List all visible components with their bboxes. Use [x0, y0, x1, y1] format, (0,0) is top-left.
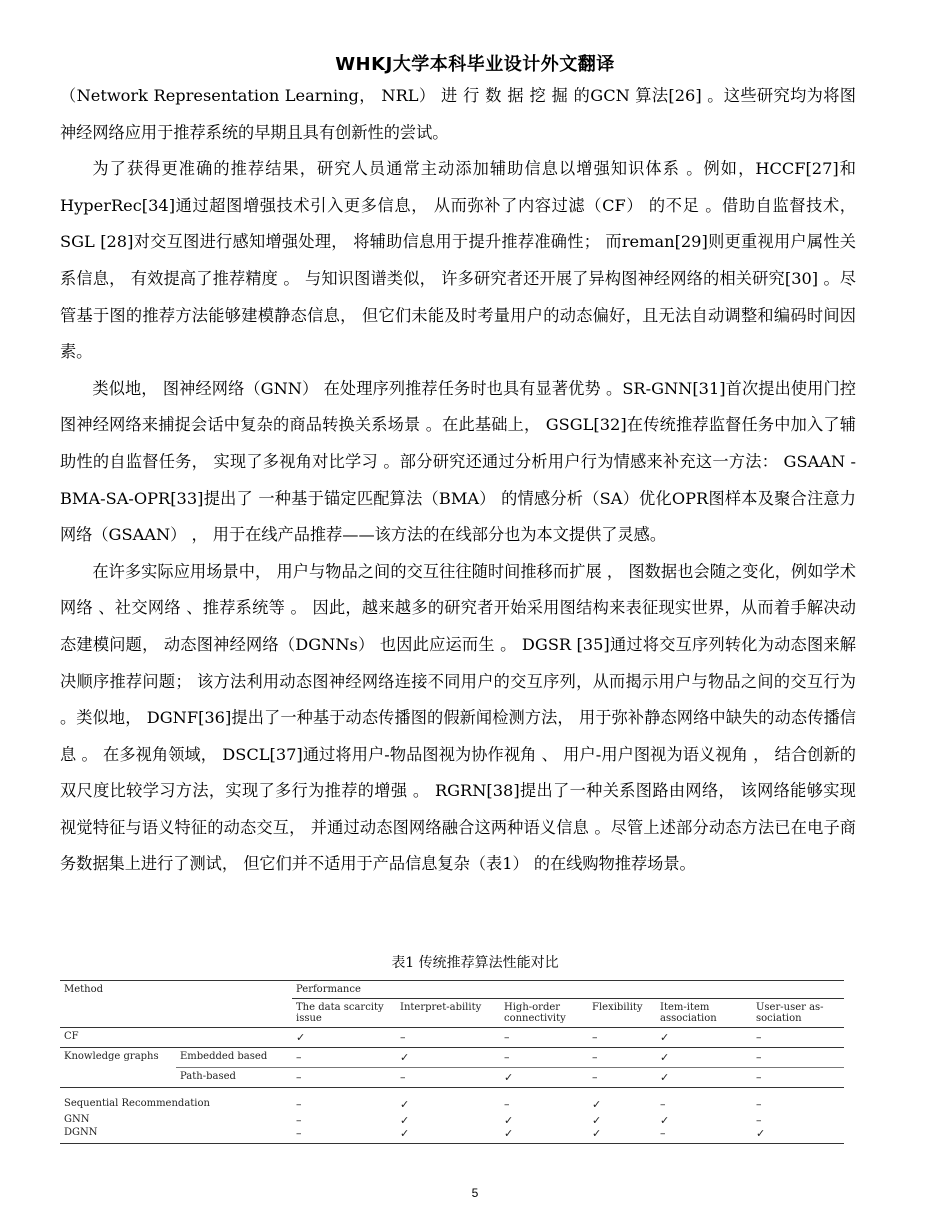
table-cell: –: [592, 1051, 598, 1064]
performance-header: Performance: [292, 981, 844, 999]
document-header: WHKJ大学本科毕业设计外文翻译: [335, 54, 615, 75]
table-cell: –: [656, 1127, 752, 1144]
paragraph: 类似地， 图神经网络（GNN） 在处理序列推荐任务时也具有显著优势 。SR-GNN[31]首次提出使用门控图神经网络来捕捉会话中复杂的商品转换关系场景 。在此基础上， GSGL[32]在传统推荐监督任务中加入了辅助性的自监督任务， 实现了多视角对比学习 。部分研究还通过分析用户行为情感来补充这一方法： GSAAN -BMA-SA-OPR[33]提出了 一种基于锚定匹配算法（BMA） 的情感分析（SA）优化OPR图样本及聚合注意力网络（GSAAN） ， 用于在线产品推荐——该方法的在线部分也为本文提供了灵感。: [60, 378, 856, 545]
table-cell: ✓: [660, 1051, 670, 1064]
page-number: 5: [471, 1186, 479, 1200]
table-cell: –: [752, 1028, 844, 1048]
table-caption: 表1 传统推荐算法性能对比: [391, 955, 559, 971]
table-cell: –: [660, 1098, 666, 1111]
table-cell: –: [296, 1098, 302, 1111]
method-cell: Knowledge graphs: [64, 1051, 159, 1062]
paragraph: 在许多实际应用场景中， 用户与物品之间的交互往往随时间推移而扩展 ， 图数据也会随之变化，例如学术网络 、社交网络 、推荐系统等 。 因此，越来越多的研究者开始采用图结构来表征现实世界，从而着手解决动态建模问题， 动态图神经网络（DGNNs） 也因此应运而生 。 DGSR [35]通过将交互序列转化为动态图来解决顺序推荐问题； 该方法利用动态图神经网络连接不同用户的交互序列，从而揭示用户与物品之间的交互行为 。类似地， DGNF[36]提出了一种基于动态传播图的假新闻检测方法， 用于弥补静态网络中缺失的动态传播信息 。 在多视角领域， DSCL[37]通过将用户-物品图视为协作视角 、 用户-用户图视为语义视角 ， 结合创新的双尺度比较学习方法，实现了多行为推荐的增强 。 RGRN[38]提出了一种关系图路由网络， 该网络能够实现视觉特征与语义特征的动态交互， 并通过动态图网络融合这两种语义信息 。尽管上述部分动态方法已在电子商务数据集上进行了测试， 但它们并不适用于产品信息复杂（表1） 的在线购物推荐场景。: [60, 561, 856, 874]
table-cell: ✓: [592, 1098, 602, 1111]
table-cell: ✓: [292, 1028, 396, 1048]
column-header: Flexibility: [588, 999, 656, 1028]
comparison-table-container: [60, 980, 844, 1144]
table-cell: –: [756, 1114, 762, 1127]
method-header: Method: [60, 981, 292, 1028]
table-row: [60, 1127, 844, 1144]
table-cell: –: [504, 1098, 510, 1111]
table-row: [60, 1088, 844, 1115]
table-cell: –: [296, 1051, 302, 1064]
table-cell: ✓: [500, 1068, 588, 1088]
table-cell: –: [292, 1127, 396, 1144]
table-cell: –: [756, 1051, 762, 1064]
body-text: [60, 78, 856, 883]
table-cell: –: [588, 1028, 656, 1048]
table-cell: –: [752, 1068, 844, 1088]
paragraph: 为了获得更准确的推荐结果，研究人员通常主动添加辅助信息以增强知识体系 。例如，HCCF[27]和HyperRec[34]通过超图增强技术引入更多信息， 从而弥补了内容过滤（CF） 的不足 。借助自监督技术， SGL [28]对交互图进行感知增强处理， 将辅助信息用于提升推荐准确性； 而reman[29]则更重视用户属性关系信息， 有效提高了推荐精度 。 与知识图谱类似， 许多研究者还开展了异构图神经网络的相关研究[30] 。尽管基于图的推荐方法能够建模静态信息， 但它们未能及时考量用户的动态偏好，且无法自动调整和编码时间因素。: [60, 159, 856, 362]
submethod-cell: Path-based: [176, 1068, 292, 1088]
method-cell: Sequential Recommendation: [64, 1098, 210, 1109]
table-row: [60, 1028, 844, 1048]
column-header: The data scarcity issue: [292, 999, 396, 1028]
table-cell: ✓: [400, 1051, 410, 1064]
table-cell: ✓: [396, 1127, 500, 1144]
table-cell: –: [396, 1068, 500, 1088]
method-cell: CF: [60, 1028, 292, 1048]
table-cell: ✓: [752, 1127, 844, 1144]
table-cell: ✓: [592, 1114, 602, 1127]
table-cell: –: [504, 1051, 510, 1064]
column-header: High-order connectivity: [500, 999, 588, 1028]
table-cell: –: [296, 1114, 302, 1127]
table-cell: ✓: [656, 1028, 752, 1048]
table-cell: –: [396, 1028, 500, 1048]
column-header: User-user as-sociation: [752, 999, 844, 1028]
table-cell: ✓: [500, 1127, 588, 1144]
table-cell: –: [292, 1068, 396, 1088]
table-cell: –: [500, 1028, 588, 1048]
column-header: Item-item association: [656, 999, 752, 1028]
table-cell: ✓: [504, 1114, 514, 1127]
paragraph: （Network Representation Learning， NRL） 进 行 数 据 挖 掘 的GCN 算法[26] 。这些研究均为将图神经网络应用于推荐系统的早期且具有创新性的尝试。: [60, 86, 856, 142]
method-cell: [60, 1068, 176, 1088]
method-cell: DGNN: [60, 1127, 292, 1144]
table-cell: –: [588, 1068, 656, 1088]
submethod-cell: Embedded based: [180, 1051, 268, 1062]
column-header: Interpret-ability: [396, 999, 500, 1028]
table-row: [60, 1068, 844, 1088]
method-cell: GNN: [64, 1114, 90, 1125]
table-cell: ✓: [656, 1068, 752, 1088]
table-cell: ✓: [400, 1114, 410, 1127]
table-row: [60, 1048, 844, 1068]
table-cell: ✓: [588, 1127, 656, 1144]
table-row: [60, 1114, 844, 1127]
table-cell: ✓: [400, 1098, 410, 1111]
table-cell: –: [756, 1098, 762, 1111]
table-cell: ✓: [660, 1114, 670, 1127]
comparison-table: [60, 980, 844, 1144]
